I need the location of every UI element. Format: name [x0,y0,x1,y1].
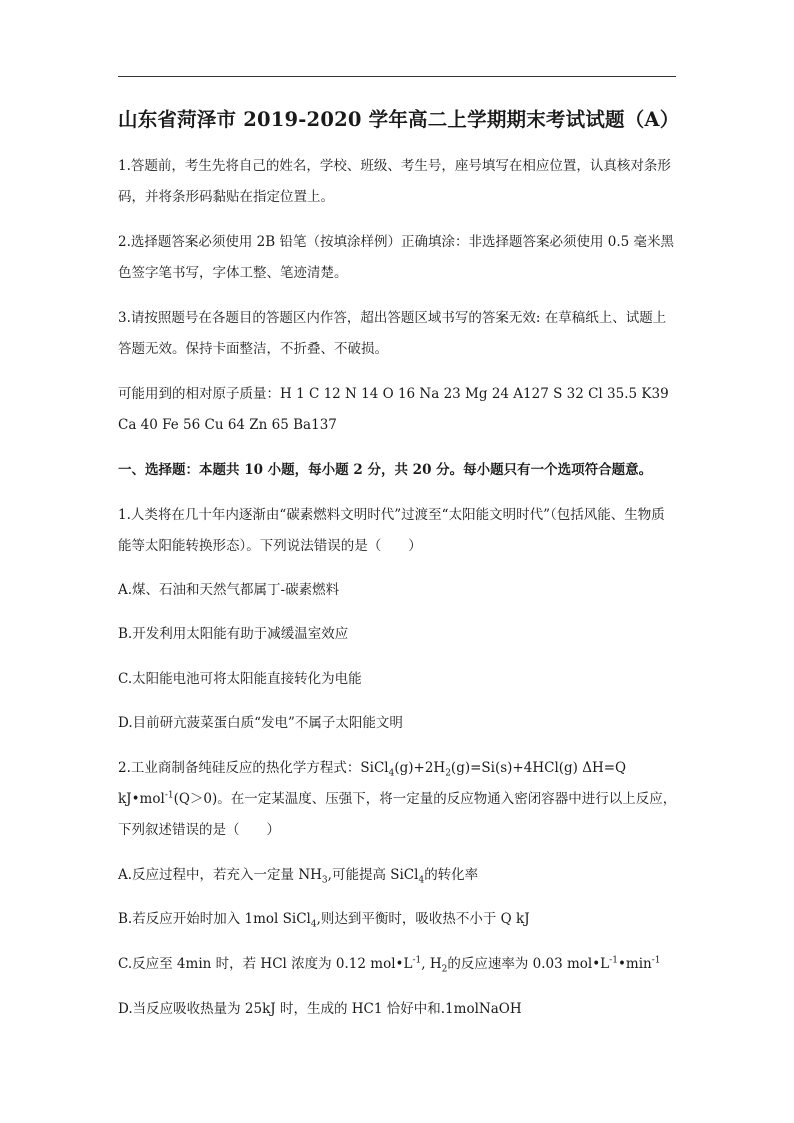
note-3: 3.请按照题号在各题目的答题区内作答，超出答题区域书写的答案无效: 在草稿纸上、试题上答题无效。保持卡面整洁，不折叠、不破损。 [118,310,667,357]
page-title: 山东省菏泽市 2019-2020 学年高二上学期期末考试试题（A） [118,108,680,131]
question-2-stem: 2.工业商制备纯硅反应的热化学方程式：$SiCl_4(g)+2H_2(g)=Si(s)+4HCl(g)$ ΔH=Q kJ•mol$^{-1}$(Q＞0)。在一定某温度、压强下，将一定量的反应物通入密闭容器中进行以上反应，下列叙述错误的是（ ） [118,760,677,838]
question-1-option-c: C.太阳能电池可将太阳能直接转化为电能 [118,671,362,687]
question-2-option-d: D.当反应吸收热量为 25kJ 时，生成的 HC1 恰好中和.1molNaOH [118,1001,522,1017]
section-heading: 一、选择题：本题共 10 小题，每小题 2 分，共 20 分。每小题只有一个选项符合题意。 [118,462,653,478]
atomic-masses: 可能用到的相对原子质量：H 1 C 12 N 14 O 16 Na 23 Mg 24 A127 S 32 Cl 35.5 K39 Ca 40 Fe 56 Cu 64 Zn 65 Ba137 [118,386,669,433]
question-1-stem: 1.人类将在几十年内逐渐由“碳素燃料文明时代”过渡至“太阳能文明时代”（包括风能、生物质能等太阳能转换形态）。下列说法错误的是（ ） [118,507,665,554]
question-2-option-a: A.反应过程中，若充入一定量 $NH_3$,可能提高 SiCl$_4$的转化率 [118,867,479,886]
question-1-option-a: A.煤、石油和天然气都属丁-碳素燃料 [118,582,340,598]
question-1-option-b: B.开发利用太阳能有助于减缓温室效应 [118,626,349,642]
question-2-option-b: B.若反应开始时加入 1mol SiCl$_4$,则达到平衡时，吸收热不小于 Q kJ [118,911,530,930]
question-2-option-c: C.反应至 4min 时，若 HCl 浓度为 0.12 $mol•L^{-1}$, $H_2$的反应速率为 0.03 $mol•L^{-1}•\min^{-1}$ [118,955,661,975]
question-1-option-d: D.目前研亢菠菜蛋白质“发电”不属子太阳能文明 [118,715,403,731]
note-1: 1.答题前，考生先将自己的姓名，学校、班级、考生号，座号填写在相应位置，认真核对条形码，并将条形码黏贴在指定位置上。 [118,158,671,205]
note-2: 2.选择题答案必须使用 2B 铅笔（按填涂样例）正确填涂：非选择题答案必须使用 0.5 毫米黑色签字笔书写，字体工整、笔迹清楚。 [118,234,675,281]
header-rule [118,76,676,77]
